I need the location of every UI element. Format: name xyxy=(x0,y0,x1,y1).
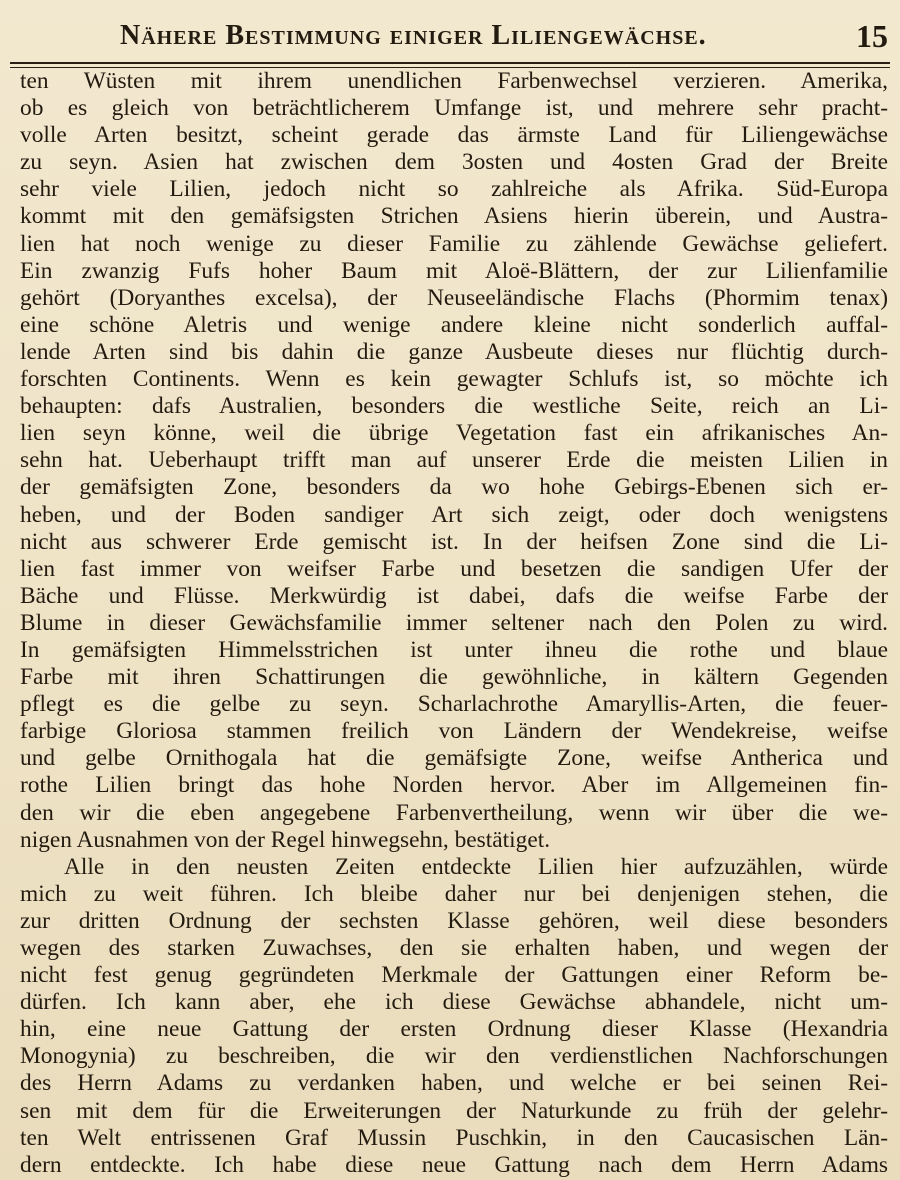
text-line: volle Arten besitzt, scheint gerade das ärmste Land für Liliengewächse xyxy=(20,122,888,149)
text-line: dern entdeckte. Ich habe diese neue Gattung nach dem Herrn Adams xyxy=(20,1151,888,1178)
running-head xyxy=(0,14,900,62)
text-line: zu seyn. Asien hat zwischen dem 3osten und 4osten Grad der Breite xyxy=(20,149,888,176)
paragraph-1 xyxy=(20,68,888,854)
text-line: ten Welt entrissenen Graf Mussin Puschkin, in den Caucasischen Län- xyxy=(20,1124,888,1151)
text-line: forschten Continents. Wenn es kein gewagter Schlufs ist, so möchte ich xyxy=(20,366,888,393)
text-line: pflegt es die gelbe zu seyn. Scharlachrothe Amaryllis-Arten, die feuer- xyxy=(20,691,888,718)
text-line: hin, eine neue Gattung der ersten Ordnung dieser Klasse (Hexandria xyxy=(20,1016,888,1043)
text-line: lien seyn könne, weil die übrige Vegetation fast ein afrikanisches An- xyxy=(20,420,888,447)
text-line: des Herrn Adams zu verdanken haben, und welche er bei seinen Rei- xyxy=(20,1070,888,1097)
text-line: Alle in den neusten Zeiten entdeckte Lilien hier aufzuzählen, würde xyxy=(64,853,888,880)
text-line: kommt mit den gemäfsigsten Strichen Asiens hierin überein, und Austra- xyxy=(20,203,888,230)
page-number: 15 xyxy=(856,18,888,54)
text-line: zur dritten Ordnung der sechsten Klasse gehören, weil diese besonders xyxy=(20,907,888,934)
text-line: nicht aus schwerer Erde gemischt ist. In der heifsen Zone sind die Li- xyxy=(20,528,888,555)
text-line: Farbe mit ihren Schattirungen die gewöhnliche, in kältern Gegenden xyxy=(20,664,888,691)
text-line: lien hat noch wenige zu dieser Familie zu zählende Gewächse geliefert. xyxy=(20,230,888,257)
text-line: nicht fest genug gegründeten Merkmale der Gattungen einer Reform be- xyxy=(20,962,888,989)
text-line: lien fast immer von weifser Farbe und besetzen die sandigen Ufer der xyxy=(20,555,888,582)
text-line: den wir die eben angegebene Farbenvertheilung, wenn wir über die we- xyxy=(20,799,888,826)
text-line: Ein zwanzig Fufs hoher Baum mit Aloë-Blättern, der zur Lilienfamilie xyxy=(20,257,888,284)
text-line: nigen Ausnahmen von der Regel hinwegsehn, bestätiget. xyxy=(20,826,551,853)
text-line: farbige Gloriosa stammen freilich von Ländern der Wendekreise, weifse xyxy=(20,718,888,745)
text-line: gehört (Doryanthes excelsa), der Neuseeländische Flachs (Phormim tenax) xyxy=(20,284,888,311)
running-head-title: Nähere Bestimmung einiger Liliengewächse. xyxy=(120,20,707,51)
text-line: sen mit dem für die Erweiterungen der Naturkunde zu früh der gelehr- xyxy=(20,1097,888,1124)
text-line: wegen des starken Zuwachses, den sie erhalten haben, und wegen der xyxy=(20,935,888,961)
text-line: und gelbe Ornithogala hat die gemäfsigte Zone, weifse Antherica und xyxy=(20,745,888,772)
text-line: lende Arten sind bis dahin die ganze Ausbeute dieses nur flüchtig durch- xyxy=(20,338,888,365)
text-line: mich zu weit führen. Ich bleibe daher nur bei denjenigen stehen, die xyxy=(20,880,888,907)
text-line: sehr viele Lilien, jedoch nicht so zahlreiche als Afrika. Süd-Europa xyxy=(20,176,888,203)
text-line: behaupten: dafs Australien, besonders die westliche Seite, reich an Li- xyxy=(20,393,888,420)
paragraph-2 xyxy=(20,854,888,1179)
text-line: dürfen. Ich kann aber, ehe ich diese Gewächse abhandele, nicht um- xyxy=(20,989,888,1016)
text-line: Monogynia) zu beschreiben, die wir den verdienstlichen Nachforschungen xyxy=(20,1043,888,1070)
text-line: sehn hat. Ueberhaupt trifft man auf unserer Erde die meisten Lilien in xyxy=(20,447,888,474)
text-line: In gemäfsigten Himmelsstrichen ist unter ihneu die rothe und blaue xyxy=(20,636,888,663)
text-line: Blume in dieser Gewächsfamilie immer seltener nach den Polen zu wird. xyxy=(20,609,888,636)
text-line: rothe Lilien bringt das hohe Norden hervor. Aber im Allgemeinen fin- xyxy=(20,772,888,799)
text-line: der gemäfsigten Zone, besonders da wo hohe Gebirgs-Ebenen sich er- xyxy=(20,474,888,501)
text-line: Bäche und Flüsse. Merkwürdig ist dabei, dafs die weifse Farbe der xyxy=(20,582,888,609)
text-line: eine schöne Aletris und wenige andere kleine nicht sonderlich auffal- xyxy=(20,311,888,338)
text-line: ob es gleich von beträchtlicherem Umfange ist, und mehrere sehr pracht- xyxy=(20,95,888,122)
text-line: heben, und der Boden sandiger Art sich zeigt, oder doch wenigstens xyxy=(20,501,888,528)
text-line: ten Wüsten mit ihrem unendlichen Farbenwechsel verzieren. Amerika, xyxy=(20,68,888,94)
body-text xyxy=(20,68,888,1179)
